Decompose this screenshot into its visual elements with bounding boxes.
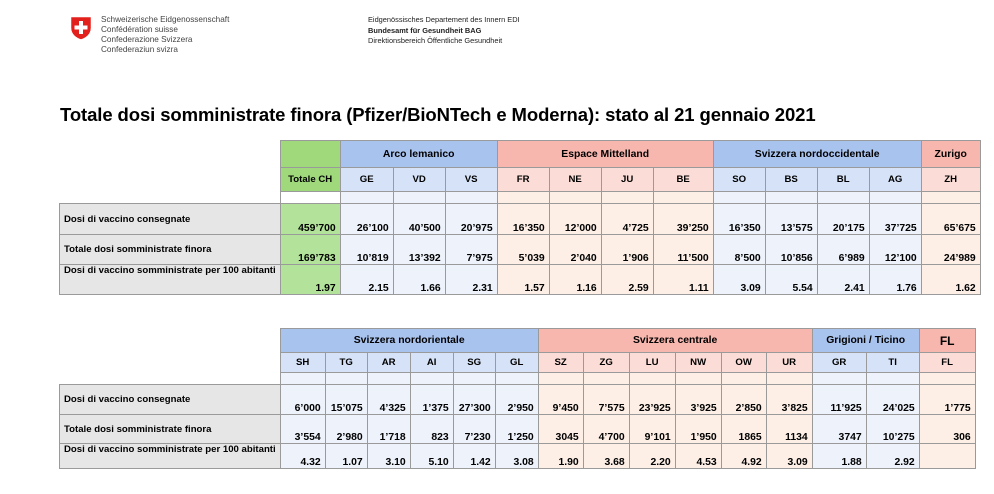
total-value: 1.97 bbox=[280, 265, 340, 295]
value-cell: 24’025 bbox=[866, 385, 919, 415]
vaccination-table-1 bbox=[59, 140, 981, 295]
canton-code: SH bbox=[280, 353, 325, 373]
row-label: Dosi di vaccino consegnate bbox=[60, 204, 281, 235]
canton-code: AI bbox=[410, 353, 453, 373]
value-cell: 1865 bbox=[721, 415, 766, 444]
table-row bbox=[60, 204, 981, 235]
value-cell: 3.09 bbox=[713, 265, 765, 295]
org-line-fr: Confédération suisse bbox=[101, 25, 178, 34]
value-cell: 2.59 bbox=[601, 265, 653, 295]
canton-code: FL bbox=[919, 353, 975, 373]
value-cell: 27’300 bbox=[453, 385, 495, 415]
value-cell: 4’725 bbox=[601, 204, 653, 235]
total-ch-label: Totale CH bbox=[280, 168, 340, 192]
value-cell: 8’500 bbox=[713, 235, 765, 265]
value-cell: 9’101 bbox=[629, 415, 675, 444]
value-cell: 1.07 bbox=[325, 444, 367, 469]
value-cell: 3’554 bbox=[280, 415, 325, 444]
value-cell: 16’350 bbox=[713, 204, 765, 235]
value-cell: 1’375 bbox=[410, 385, 453, 415]
row-label: Totale dosi somministrate finora bbox=[60, 235, 281, 265]
value-cell: 1’950 bbox=[675, 415, 721, 444]
value-cell: 1’250 bbox=[495, 415, 538, 444]
canton-code: TI bbox=[866, 353, 919, 373]
value-cell: 4’325 bbox=[367, 385, 410, 415]
confederation-name bbox=[101, 15, 229, 55]
canton-code: ZG bbox=[583, 353, 629, 373]
table-row bbox=[60, 385, 976, 415]
value-cell: 3747 bbox=[812, 415, 866, 444]
value-cell: 2.15 bbox=[340, 265, 393, 295]
value-cell: 16’350 bbox=[497, 204, 549, 235]
value-cell: 2.31 bbox=[445, 265, 497, 295]
value-cell: 7’230 bbox=[453, 415, 495, 444]
value-cell: 2.92 bbox=[866, 444, 919, 469]
canton-code: BS bbox=[765, 168, 817, 192]
value-cell: 2’040 bbox=[549, 235, 601, 265]
value-cell: 1.90 bbox=[538, 444, 583, 469]
value-cell: 1.16 bbox=[549, 265, 601, 295]
value-cell: 1134 bbox=[766, 415, 812, 444]
canton-code: VS bbox=[445, 168, 497, 192]
canton-code: BL bbox=[817, 168, 869, 192]
value-cell: 10’819 bbox=[340, 235, 393, 265]
value-cell: 2.20 bbox=[629, 444, 675, 469]
page-title: Totale dosi somministrate finora (Pfizer/BioNTech e Moderna): stato al 21 gennaio 2021 bbox=[60, 104, 816, 125]
canton-code: ZH bbox=[921, 168, 980, 192]
canton-code: JU bbox=[601, 168, 653, 192]
value-cell: 4’700 bbox=[583, 415, 629, 444]
value-cell: 20’175 bbox=[817, 204, 869, 235]
canton-code: LU bbox=[629, 353, 675, 373]
row-label: Totale dosi somministrate finora bbox=[60, 415, 281, 444]
value-cell: 13’575 bbox=[765, 204, 817, 235]
group-svizzera-nordoccidentale: Svizzera nordoccidentale bbox=[713, 141, 921, 168]
value-cell: 10’275 bbox=[866, 415, 919, 444]
canton-code: SZ bbox=[538, 353, 583, 373]
group-svizzera-centrale: Svizzera centrale bbox=[538, 329, 812, 353]
value-cell: 15’075 bbox=[325, 385, 367, 415]
total-ch-header-cell bbox=[280, 141, 340, 168]
value-cell: 23’925 bbox=[629, 385, 675, 415]
department-name: Eidgenössisches Departement des Innern EDI bbox=[368, 15, 520, 24]
canton-code: AR bbox=[367, 353, 410, 373]
canton-code: AG bbox=[869, 168, 921, 192]
vaccination-table-2 bbox=[59, 328, 976, 469]
value-cell: 823 bbox=[410, 415, 453, 444]
value-cell: 4.92 bbox=[721, 444, 766, 469]
row-label: Dosi di vaccino somministrate per 100 abitanti bbox=[60, 444, 281, 469]
canton-code: SO bbox=[713, 168, 765, 192]
value-cell: 7’575 bbox=[583, 385, 629, 415]
value-cell: 6’989 bbox=[817, 235, 869, 265]
value-cell: 3’825 bbox=[766, 385, 812, 415]
value-cell: 10’856 bbox=[765, 235, 817, 265]
value-cell: 3’925 bbox=[675, 385, 721, 415]
value-cell: 1.66 bbox=[393, 265, 445, 295]
value-cell: 9’450 bbox=[538, 385, 583, 415]
canton-code: FR bbox=[497, 168, 549, 192]
value-cell: 3.08 bbox=[495, 444, 538, 469]
canton-code: GE bbox=[340, 168, 393, 192]
table-row bbox=[60, 444, 976, 469]
value-cell: 3.68 bbox=[583, 444, 629, 469]
group-espace-mittelland: Espace Mittelland bbox=[497, 141, 713, 168]
group-arco-lemanico: Arco lemanico bbox=[340, 141, 497, 168]
group-zurigo: Zurigo bbox=[921, 141, 980, 168]
org-line-de: Schweizerische Eidgenossenschaft bbox=[101, 15, 230, 24]
canton-code: VD bbox=[393, 168, 445, 192]
value-cell: 7’975 bbox=[445, 235, 497, 265]
value-cell: 40’500 bbox=[393, 204, 445, 235]
value-cell: 11’500 bbox=[653, 235, 713, 265]
value-cell: 2’850 bbox=[721, 385, 766, 415]
canton-code: TG bbox=[325, 353, 367, 373]
canton-code: UR bbox=[766, 353, 812, 373]
department-block bbox=[368, 15, 520, 47]
canton-code: NW bbox=[675, 353, 721, 373]
value-cell: 4.32 bbox=[280, 444, 325, 469]
total-value: 459’700 bbox=[280, 204, 340, 235]
row-label: Dosi di vaccino somministrate per 100 abitanti bbox=[60, 265, 281, 295]
org-line-it: Confederazione Svizzera bbox=[101, 35, 193, 44]
total-value: 169’783 bbox=[280, 235, 340, 265]
value-cell: 1’906 bbox=[601, 235, 653, 265]
value-cell bbox=[919, 444, 975, 469]
value-cell: 6’000 bbox=[280, 385, 325, 415]
value-cell: 39’250 bbox=[653, 204, 713, 235]
value-cell: 1.62 bbox=[921, 265, 980, 295]
value-cell: 1’775 bbox=[919, 385, 975, 415]
org-line-rm: Confederaziun svizra bbox=[101, 45, 178, 54]
office-name: Bundesamt für Gesundheit BAG bbox=[368, 25, 482, 35]
value-cell: 37’725 bbox=[869, 204, 921, 235]
value-cell: 13’392 bbox=[393, 235, 445, 265]
canton-code: SG bbox=[453, 353, 495, 373]
canton-code: GL bbox=[495, 353, 538, 373]
swiss-coat-of-arms bbox=[70, 16, 92, 40]
value-cell: 1.57 bbox=[497, 265, 549, 295]
value-cell: 12’100 bbox=[869, 235, 921, 265]
value-cell: 12’000 bbox=[549, 204, 601, 235]
value-cell: 2’980 bbox=[325, 415, 367, 444]
table-row bbox=[60, 235, 981, 265]
value-cell: 1.42 bbox=[453, 444, 495, 469]
value-cell: 3.10 bbox=[367, 444, 410, 469]
canton-code: OW bbox=[721, 353, 766, 373]
group-fl: FL bbox=[919, 329, 975, 353]
value-cell: 5.54 bbox=[765, 265, 817, 295]
value-cell: 20’975 bbox=[445, 204, 497, 235]
value-cell: 11’925 bbox=[812, 385, 866, 415]
division-name: Direktionsbereich Öffentliche Gesundheit bbox=[368, 36, 503, 45]
value-cell: 1.76 bbox=[869, 265, 921, 295]
value-cell: 4.53 bbox=[675, 444, 721, 469]
value-cell: 24’989 bbox=[921, 235, 980, 265]
group-svizzera-nordorientale: Svizzera nordorientale bbox=[280, 329, 538, 353]
row-label: Dosi di vaccino consegnate bbox=[60, 385, 281, 415]
value-cell: 3045 bbox=[538, 415, 583, 444]
value-cell: 2’950 bbox=[495, 385, 538, 415]
value-cell: 1’718 bbox=[367, 415, 410, 444]
table-row bbox=[60, 415, 976, 444]
value-cell: 3.09 bbox=[766, 444, 812, 469]
table-row bbox=[60, 265, 981, 295]
group-grigioni-ticino: Grigioni / Ticino bbox=[812, 329, 919, 353]
value-cell: 65’675 bbox=[921, 204, 980, 235]
value-cell: 5’039 bbox=[497, 235, 549, 265]
canton-code: GR bbox=[812, 353, 866, 373]
canton-code: BE bbox=[653, 168, 713, 192]
value-cell: 26’100 bbox=[340, 204, 393, 235]
value-cell: 306 bbox=[919, 415, 975, 444]
canton-code: NE bbox=[549, 168, 601, 192]
value-cell: 1.11 bbox=[653, 265, 713, 295]
value-cell: 2.41 bbox=[817, 265, 869, 295]
value-cell: 1.88 bbox=[812, 444, 866, 469]
value-cell: 5.10 bbox=[410, 444, 453, 469]
